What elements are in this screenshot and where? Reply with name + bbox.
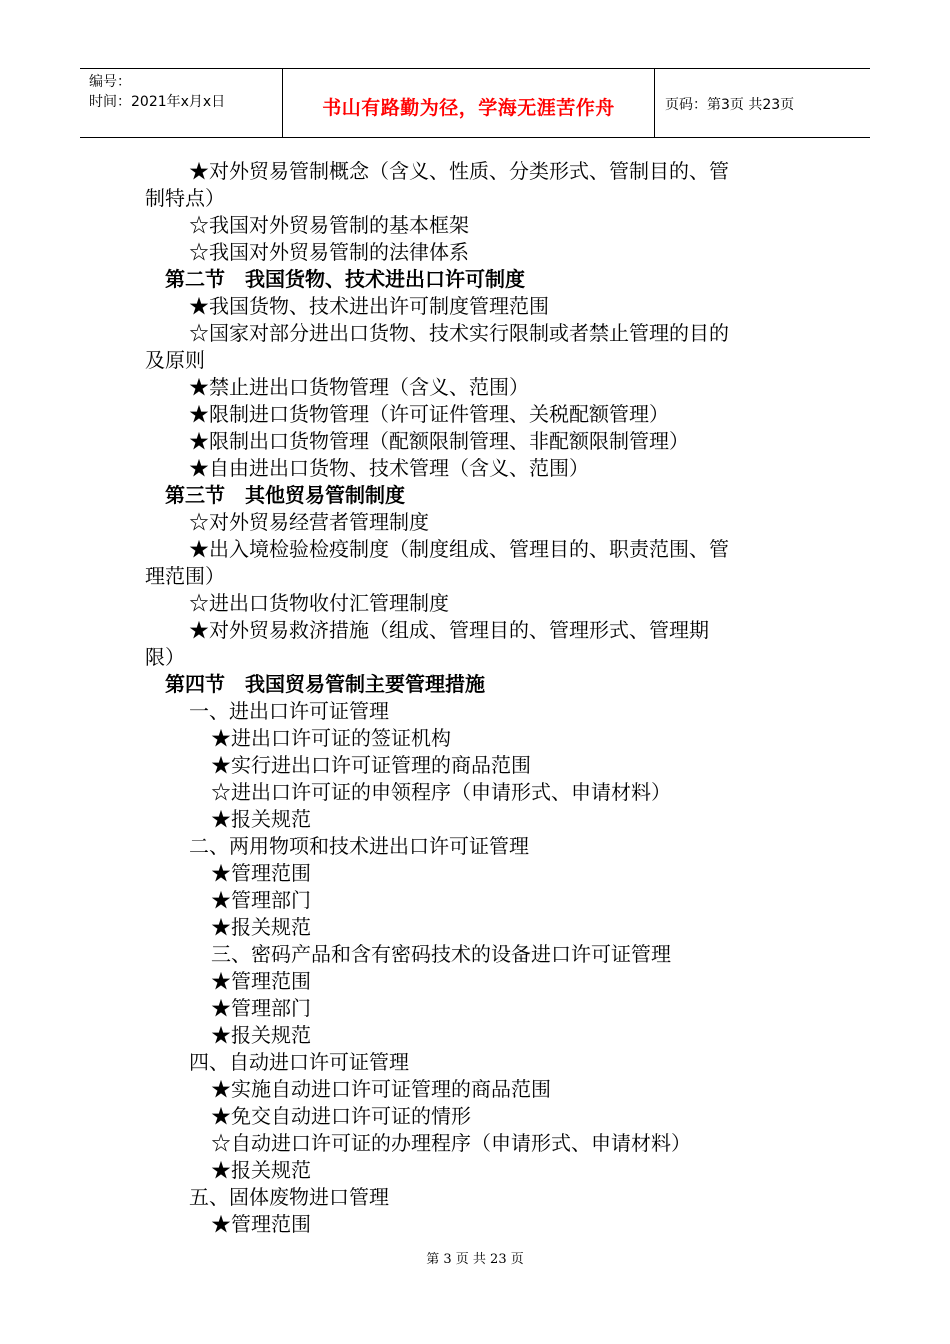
outline-line: 三、密码产品和含有密码技术的设备进口许可证管理 <box>211 942 671 966</box>
outline-line: ★实施自动进口许可证管理的商品范围 <box>211 1077 551 1101</box>
outline-line: ★限制进口货物管理（许可证件管理、关税配额管理） <box>189 402 669 426</box>
header-meta <box>80 69 283 137</box>
section-heading: 第三节 其他贸易管制制度 <box>165 483 405 507</box>
header-motto-cell <box>283 69 655 137</box>
outline-line: 制特点） <box>145 186 225 210</box>
page-footer: 第 3 页 共 23 页 <box>426 1252 524 1267</box>
outline-line: ★管理范围 <box>211 1212 311 1236</box>
outline-line: 四、自动进口许可证管理 <box>189 1050 409 1074</box>
outline-line: ★禁止进出口货物管理（含义、范围） <box>189 375 529 399</box>
outline-line: ★出入境检验检疫制度（制度组成、管理目的、职责范围、管 <box>189 537 729 561</box>
outline-line: ★管理范围 <box>211 969 311 993</box>
outline-line: ★报关规范 <box>211 1023 311 1047</box>
motto: 书山有路勤为径，学海无涯苦作舟 <box>322 97 615 119</box>
outline-line: ★管理部门 <box>211 996 311 1020</box>
outline-line: 一、进出口许可证管理 <box>189 699 389 723</box>
outline-line: ☆对外贸易经营者管理制度 <box>189 510 429 534</box>
outline-line: 及原则 <box>145 348 205 372</box>
outline-line: ★免交自动进口许可证的情形 <box>211 1104 471 1128</box>
outline-line: ☆进出口许可证的申领程序（申请形式、申请材料） <box>211 780 671 804</box>
outline-line: ★对外贸易救济措施（组成、管理目的、管理形式、管理期 <box>189 618 709 642</box>
outline-line: ★报关规范 <box>211 1158 311 1182</box>
outline-line: ★报关规范 <box>211 807 311 831</box>
page-info: 页码：第3页 共23页 <box>665 97 795 113</box>
outline-line: ★管理范围 <box>211 861 311 885</box>
time-label: 时间：2021年x月x日 <box>89 94 226 110</box>
outline-line: ★限制出口货物管理（配额限制管理、非配额限制管理） <box>189 429 689 453</box>
section-heading: 第二节 我国货物、技术进出口许可制度 <box>165 267 525 291</box>
outline-line: ★实行进出口许可证管理的商品范围 <box>211 753 531 777</box>
outline-line: 二、两用物项和技术进出口许可证管理 <box>189 834 529 858</box>
page-header <box>80 68 870 138</box>
header-page-cell <box>655 69 870 137</box>
outline-line: ☆自动进口许可证的办理程序（申请形式、申请材料） <box>211 1131 691 1155</box>
outline-line: ★自由进出口货物、技术管理（含义、范围） <box>189 456 589 480</box>
outline-line: ★对外贸易管制概念（含义、性质、分类形式、管制目的、管 <box>189 159 729 183</box>
outline-line: ☆我国对外贸易管制的法律体系 <box>189 240 469 264</box>
outline-line: ☆国家对部分进出口货物、技术实行限制或者禁止管理的目的 <box>189 321 729 345</box>
outline-line: 理范围） <box>145 564 225 588</box>
outline-line: ★报关规范 <box>211 915 311 939</box>
document-body <box>145 158 795 1238</box>
outline-line: ☆我国对外贸易管制的基本框架 <box>189 213 469 237</box>
outline-line: ★进出口许可证的签证机构 <box>211 726 451 750</box>
outline-line: 限） <box>145 645 185 669</box>
number-label: 编号： <box>89 74 131 90</box>
outline-line: ★管理部门 <box>211 888 311 912</box>
section-heading: 第四节 我国贸易管制主要管理措施 <box>165 672 485 696</box>
outline-line: ★我国货物、技术进出许可制度管理范围 <box>189 294 549 318</box>
outline-line: 五、固体废物进口管理 <box>189 1185 389 1209</box>
outline-line: ☆进出口货物收付汇管理制度 <box>189 591 449 615</box>
